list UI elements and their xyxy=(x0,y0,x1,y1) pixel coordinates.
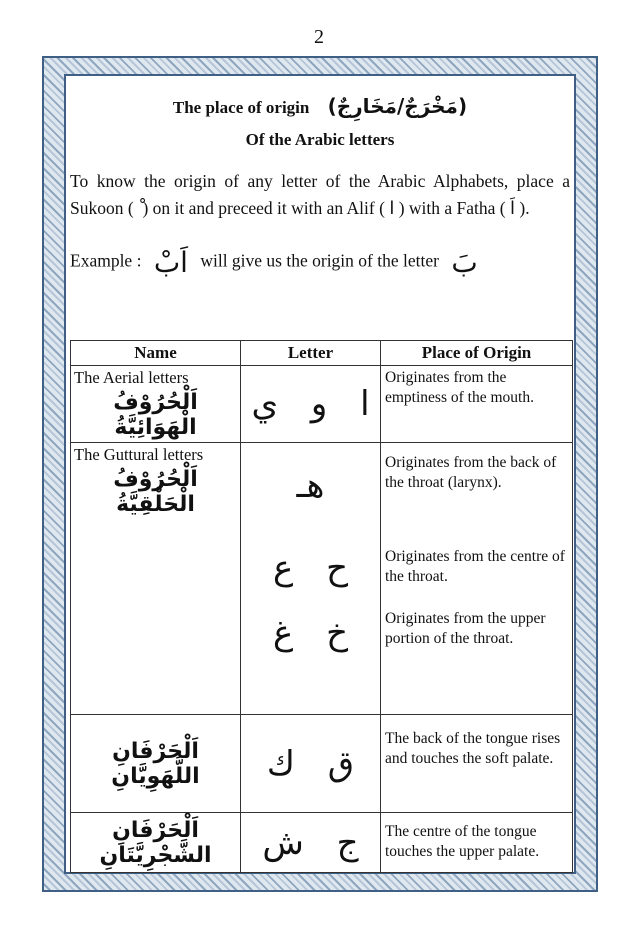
intro-paragraph xyxy=(70,168,570,222)
letter-cell: خ غ xyxy=(241,607,381,715)
table-row xyxy=(71,443,573,529)
name-arabic: اَلْحُرُوْفُ الْهَوَائِيَّةُ xyxy=(113,390,198,440)
name-arabic: اَلْحَرْفَانِ اللَّهَوِيَّانِ xyxy=(111,738,200,789)
name-english: The Aerial letters xyxy=(74,368,189,387)
origin-text: Originates from the emptiness of the mouth. xyxy=(385,369,534,406)
table-row xyxy=(71,366,573,443)
name-english: The Guttural letters xyxy=(74,445,204,464)
origins-table xyxy=(70,340,573,873)
table-header-row xyxy=(71,341,573,366)
title-text: The place of origin xyxy=(172,98,310,117)
origin-text: Originates from the centre of the throat. xyxy=(385,547,565,585)
decorative-border xyxy=(42,56,598,892)
origin-cell xyxy=(381,715,573,813)
name-cell xyxy=(71,443,241,715)
intro-part4: ). xyxy=(519,198,530,218)
letter-cell: ح ع xyxy=(241,529,381,607)
intro-part3: ) with a Fatha ( xyxy=(398,198,506,218)
fatha-symbol: اَ xyxy=(510,198,516,219)
example-text: will give us the origin of the letter xyxy=(200,250,439,271)
origin-cell xyxy=(381,443,573,529)
name-cell xyxy=(71,715,241,813)
name-cell xyxy=(71,366,241,443)
letter-cell: هـ xyxy=(241,443,381,529)
name-arabic: اَلْحُرُوْفُ الْحَلْقِيَّةُ xyxy=(113,467,198,517)
letter-cell: ق ك xyxy=(241,715,381,813)
letter-cell: ا و ي xyxy=(241,366,381,443)
intro-part1: To know the origin of any letter of the Arabic Alphabets, place a Sukoon ( xyxy=(70,171,570,218)
origin-text: Originates from the upper portion of the throat. xyxy=(385,609,546,647)
example-label: Example : xyxy=(70,250,142,271)
origin-cell xyxy=(381,607,573,715)
name-arabic: اَلْحَرْفَانِ الشَّجْرِيَّتَانِ xyxy=(99,817,212,868)
name-cell xyxy=(71,813,241,873)
origin-cell xyxy=(381,813,573,873)
letter-cell: ج ش xyxy=(241,813,381,873)
table-row xyxy=(71,715,573,813)
content-area xyxy=(64,74,576,874)
header-letter: Letter xyxy=(241,341,381,366)
example-line xyxy=(70,246,570,279)
origin-cell xyxy=(381,366,573,443)
origin-text: Originates from the back of the throat (larynx). xyxy=(385,454,557,491)
page-number: 2 xyxy=(314,26,324,48)
origin-text: The back of the tongue rises and touches the soft palate. xyxy=(385,730,561,767)
table-row xyxy=(71,813,573,873)
page-subtitle: Of the Arabic letters xyxy=(245,130,395,149)
origin-text: The centre of the tongue touches the upper palate. xyxy=(385,822,540,860)
alif-symbol: ا xyxy=(389,198,395,219)
intro-part2: ) on it and preceed it with an Alif ( xyxy=(142,198,385,218)
origin-cell xyxy=(381,529,573,607)
page-title xyxy=(66,94,574,118)
header-name: Name xyxy=(71,341,241,366)
example-arabic: اَبْ xyxy=(153,246,188,279)
title-arabic: (مَخْرَجٌ/مَخَارِجٌ) xyxy=(327,94,468,118)
example-letter: بَ xyxy=(451,246,478,279)
header-origin: Place of Origin xyxy=(381,341,573,366)
